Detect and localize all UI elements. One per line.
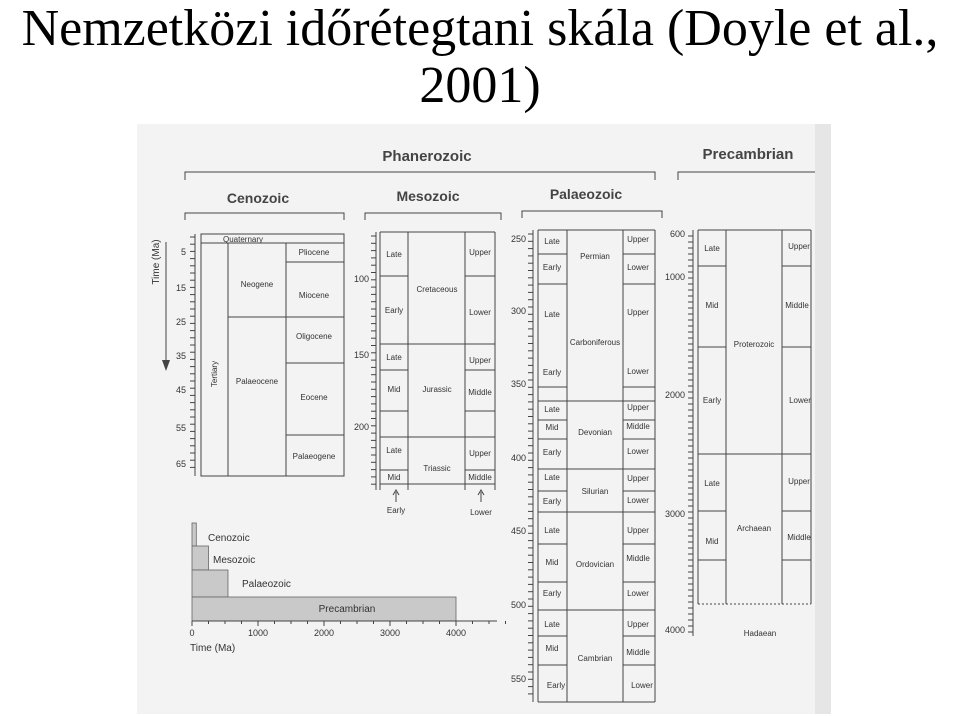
subdivision-label: Lower: [627, 496, 649, 505]
subdivision-label: Lower: [627, 589, 649, 598]
tick-label: 200: [353, 422, 369, 432]
page-edge-shadow: [815, 124, 831, 714]
subdivision-label: Mid: [545, 558, 559, 567]
period-label: Ordovician: [575, 560, 615, 569]
subdivision-label: Upper: [469, 248, 491, 257]
tick-label: 2000: [664, 390, 685, 400]
inset-tick-label: 0: [189, 628, 195, 638]
header-mesozoic: Mesozoic: [396, 188, 460, 204]
time-axis-label: Time (Ma): [151, 239, 162, 285]
inset-bar-mesozoic: [192, 546, 209, 570]
subdivision-label: Early: [542, 448, 562, 457]
inset-tick-label: 4000: [445, 628, 467, 638]
archaean-label: Archaean: [736, 524, 772, 533]
quaternary-label: Quaternary: [222, 235, 264, 244]
subdivision-label: Early: [542, 368, 562, 377]
pliocene-label: Pliocene: [298, 248, 330, 257]
inset-tick-label: 2000: [313, 628, 335, 638]
header-precambrian: Precambrian: [702, 146, 794, 163]
tick-label: 5: [180, 247, 186, 257]
tick-label: 250: [510, 234, 526, 244]
subdivision-label: Lower: [627, 367, 649, 376]
subdivision-label: Mid: [387, 473, 401, 482]
subdivision-label: Late: [386, 250, 402, 259]
subdivision-label: Late: [544, 237, 560, 246]
subdivision-label: Mid: [545, 644, 559, 653]
subdivision-label: Lower: [470, 508, 492, 517]
subdivision-label: Early: [386, 506, 406, 515]
subdivision-label: Upper: [469, 356, 491, 365]
subdivision-label: Upper: [788, 242, 810, 251]
subdivision-label: Middle: [468, 473, 492, 482]
subdivision-label: Upper: [627, 235, 649, 244]
subdivision-label: Upper: [627, 403, 649, 412]
subdivision-label: Mid: [545, 423, 559, 432]
period-label: Devonian: [578, 428, 612, 437]
subdivision-label: Upper: [627, 474, 649, 483]
eocene-label: Eocene: [300, 393, 328, 402]
header-cenozoic: Cenozoic: [226, 190, 290, 206]
subdivision-label: Lower: [627, 263, 649, 272]
tick-label: 300: [510, 306, 526, 316]
cretaceous-label: Cretaceous: [416, 285, 458, 294]
palaeogene-label: Palaeogene: [292, 452, 336, 461]
neogene-label: Neogene: [240, 280, 274, 289]
subdivision-label: Late: [544, 310, 560, 319]
tick-label: 1000: [664, 272, 685, 282]
tick-label: 500: [510, 600, 526, 610]
header-palaeozoic: Palaeozoic: [549, 186, 623, 202]
subdivision-label: Upper: [469, 449, 491, 458]
subdivision-label: Middle: [785, 301, 809, 310]
subdivision-label: Early: [546, 681, 566, 690]
inset-bar-cenozoic: [192, 523, 196, 546]
tick-label: 15: [175, 283, 186, 293]
subdivision-label: Lower: [627, 447, 649, 456]
tick-label: 450: [510, 526, 526, 536]
tick-label: 55: [175, 423, 186, 433]
jurassic-label: Jurassic: [422, 385, 452, 394]
subdivision-label: Lower: [789, 396, 811, 405]
tick-label: 45: [175, 385, 186, 395]
inset-tick-label: 3000: [379, 628, 401, 638]
inset-bar-label: Palaeozoic: [242, 579, 291, 590]
subdivision-label: Middle: [626, 648, 650, 657]
subdivision-label: Late: [544, 620, 560, 629]
subdivision-label: Mid: [705, 537, 719, 546]
subdivision-label: Late: [544, 405, 560, 414]
subdivision-label: Upper: [627, 620, 649, 629]
oligocene-label: Oligocene: [295, 332, 333, 341]
tick-label: 25: [175, 317, 186, 327]
inset-tick-label: 1000: [247, 628, 269, 638]
inset-bar-label: Precambrian: [318, 604, 376, 615]
palaeocene-label: Palaeocene: [235, 377, 279, 386]
subdivision-label: Early: [702, 396, 722, 405]
tick-label: 550: [510, 674, 526, 684]
header-phanerozoic: Phanerozoic: [382, 148, 472, 165]
period-label: Cambrian: [577, 654, 613, 663]
subdivision-label: Middle: [626, 554, 650, 563]
geologic-time-scale-figure: [137, 124, 831, 714]
inset-bar-palaeozoic: [192, 570, 228, 597]
subdivision-label: Late: [544, 526, 560, 535]
subdivision-label: Early: [542, 263, 562, 272]
tick-label: 4000: [664, 625, 685, 635]
inset-x-label: Time (Ma): [190, 643, 236, 654]
slide-title: Nemzetközi időrétegtani skála (Doyle et al., 2001): [21, 0, 939, 114]
subdivision-label: Early: [384, 306, 404, 315]
subdivision-label: Mid: [705, 301, 719, 310]
tick-label: 350: [510, 379, 526, 389]
subdivision-label: Late: [544, 473, 560, 482]
subdivision-label: Middle: [468, 388, 492, 397]
subdivision-label: Mid: [387, 385, 401, 394]
subdivision-label: Middle: [626, 422, 650, 431]
subdivision-label: Early: [542, 589, 562, 598]
tick-label: 35: [175, 351, 186, 361]
triassic-label: Triassic: [423, 464, 451, 473]
period-label: Silurian: [581, 487, 609, 496]
period-label: Permian: [580, 252, 610, 261]
subdivision-label: Lower: [631, 681, 653, 690]
subdivision-label: Late: [704, 244, 720, 253]
tick-label: 400: [510, 453, 526, 463]
tertiary-label: Tertiary: [210, 360, 219, 388]
proterozoic-label: Proterozoic: [733, 340, 775, 349]
subdivision-label: Late: [386, 446, 402, 455]
subdivision-label: Late: [704, 479, 720, 488]
subdivision-label: Early: [542, 497, 562, 506]
subdivision-label: Upper: [627, 526, 649, 535]
inset-bar-label: Cenozoic: [208, 533, 250, 544]
miocene-label: Miocene: [298, 291, 330, 300]
subdivision-label: Late: [386, 353, 402, 362]
inset-bar-label: Mesozoic: [213, 555, 256, 566]
subdivision-label: Lower: [469, 308, 491, 317]
hadaean-label: Hadaean: [743, 629, 777, 638]
tick-label: 65: [175, 459, 186, 469]
subdivision-label: Middle: [787, 533, 811, 542]
period-label: Carboniferous: [569, 338, 621, 347]
tick-label: 100: [353, 274, 369, 284]
tick-label: 150: [353, 350, 369, 360]
tick-label: 600: [669, 229, 685, 239]
tick-label: 3000: [664, 509, 685, 519]
subdivision-label: Upper: [788, 477, 810, 486]
subdivision-label: Upper: [627, 308, 649, 317]
